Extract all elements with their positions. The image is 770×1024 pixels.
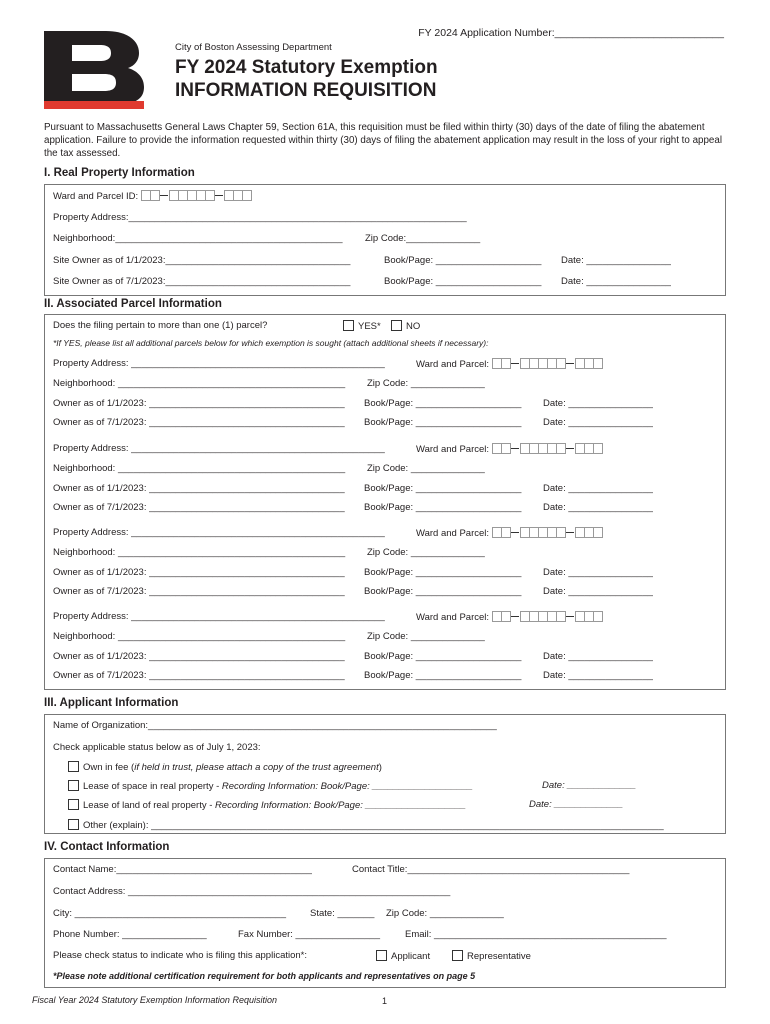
parcel-4-owner-jul-row: [53, 670, 653, 681]
boston-b-logo: [44, 31, 144, 109]
parcel-owner-jan-field[interactable]: Owner as of 1/1/2023: _____________________________________: [53, 651, 345, 662]
other-explain-field[interactable]: Other (explain): _________________________________________________________________________________________________: [83, 820, 664, 831]
lease-land-date-field[interactable]: Date: _____________: [529, 799, 624, 810]
zip-field[interactable]: Zip Code:______________: [365, 233, 481, 244]
department-name: City of Boston Assessing Department: [175, 42, 332, 53]
lease-space-checkbox[interactable]: [68, 780, 79, 791]
neighborhood-field[interactable]: Neighborhood:___________________________________________: [53, 233, 343, 244]
own-in-fee-checkbox[interactable]: [68, 761, 79, 772]
parcel-owner-jan-field[interactable]: Owner as of 1/1/2023: _____________________________________: [53, 483, 345, 494]
lease-space-option: [68, 780, 637, 792]
parcel-3-owner-jan-row: [53, 567, 653, 578]
lease-land-checkbox[interactable]: [68, 799, 79, 810]
ward-parcel-label: Ward and Parcel ID:: [53, 191, 139, 202]
ward-parcel-label: Ward and Parcel:: [416, 528, 490, 539]
parcel-address-field[interactable]: Property Address: ________________________________________________: [53, 358, 385, 369]
neighborhood-row: [53, 233, 481, 244]
date-field[interactable]: Date: ________________: [561, 276, 671, 287]
ward-parcel-label: Ward and Parcel:: [416, 612, 490, 623]
contact-name-row: [53, 864, 630, 875]
parcel-date-field[interactable]: Date: ________________: [543, 483, 653, 494]
section-3-title: III. Applicant Information: [44, 697, 179, 709]
filing-status-row: [53, 950, 531, 962]
intro-paragraph: Pursuant to Massachusetts General Laws Chapter 59, Section 61A, this requisition must be filed within thirty (30) days of the date of filing the abatement application. Failure to provide the information requested within thirty (30) days of filing the abatement application may result in the loss of your right to appeal the tax assessed.: [44, 122, 722, 159]
contact-name-field[interactable]: Contact Name:_____________________________________: [53, 864, 312, 875]
parcel-bookpage-field[interactable]: Book/Page: ____________________: [364, 586, 522, 597]
parcel-2-neighborhood-row: [53, 463, 485, 474]
parcel-1-neighborhood-row: [53, 378, 485, 389]
parcel-3-address-row: [53, 527, 490, 539]
bookpage-field[interactable]: Book/Page: ____________________: [384, 255, 542, 266]
multi-parcel-question: Does the filing pertain to more than one (1) parcel?: [53, 320, 268, 331]
own-in-fee-option: [68, 761, 382, 773]
city-field[interactable]: City: ________________________________________: [53, 908, 286, 919]
parcel-date-field[interactable]: Date: ________________: [543, 502, 653, 513]
ward-parcel-input[interactable]: [141, 190, 251, 201]
page-title: [175, 56, 438, 102]
city-row: [53, 908, 504, 919]
parcel-address-field[interactable]: Property Address: ________________________________________________: [53, 611, 385, 622]
certification-note: *Please note additional certification requirement for both applicants and representatives on page 5: [53, 971, 476, 981]
owner-jul-field[interactable]: Site Owner as of 7/1/2023:___________________________________: [53, 276, 351, 287]
parcel-date-field[interactable]: Date: ________________: [543, 567, 653, 578]
applicant-label: Applicant: [391, 951, 431, 962]
bookpage-field[interactable]: Book/Page: ____________________: [384, 276, 542, 287]
own-in-fee-note: if held in trust, please attach a copy of the trust agreement: [134, 762, 379, 773]
yes-checkbox[interactable]: [343, 320, 354, 331]
section-1-title: I. Real Property Information: [44, 167, 195, 179]
parcel-zip-field[interactable]: Zip Code: ______________: [367, 631, 485, 642]
lease-land-option: [68, 799, 624, 811]
parcel-date-field[interactable]: Date: ________________: [543, 417, 653, 428]
parcel-neighborhood-field[interactable]: Neighborhood: ___________________________________________: [53, 547, 346, 558]
organization-name-field[interactable]: Name of Organization:__________________________________________________________________: [53, 720, 497, 731]
ward-parcel-row: [53, 190, 251, 202]
phone-field[interactable]: Phone Number: ________________: [53, 929, 207, 940]
parcel-date-field[interactable]: Date: ________________: [543, 586, 653, 597]
parcel-4-neighborhood-row: [53, 631, 485, 642]
parcel-4-owner-jan-row: [53, 651, 653, 662]
contact-zip-field[interactable]: Zip Code: ______________: [386, 908, 504, 919]
parcel-owner-jan-field[interactable]: Owner as of 1/1/2023: _____________________________________: [53, 398, 345, 409]
title-line-1: FY 2024 Statutory Exemption: [175, 57, 438, 78]
parcel-3-neighborhood-row: [53, 547, 485, 558]
parcel-address-field[interactable]: Property Address: ________________________________________________: [53, 443, 385, 454]
parcel-owner-jul-field[interactable]: Owner as of 7/1/2023: _____________________________________: [53, 417, 345, 428]
section-4-title: IV. Contact Information: [44, 841, 170, 853]
email-field[interactable]: Email: ____________________________________________: [405, 929, 667, 940]
state-field[interactable]: State: _______: [310, 908, 375, 919]
filing-status-label: Please check status to indicate who is filing this application*:: [53, 950, 307, 961]
multi-parcel-note: *If YES, please list all additional parcels below for which exemption is sought (attach additional sheets if necessary):: [53, 338, 489, 348]
ward-parcel-label: Ward and Parcel:: [416, 444, 490, 455]
parcel-1-address-row: [53, 358, 490, 370]
parcel-bookpage-field[interactable]: Book/Page: ____________________: [364, 651, 522, 662]
parcel-2-owner-jan-row: [53, 483, 653, 494]
other-checkbox[interactable]: [68, 819, 79, 830]
contact-address-field[interactable]: Contact Address: _____________________________________________________________: [53, 886, 451, 897]
owner-jan-row: [53, 255, 671, 266]
parcel-4-address-row: [53, 611, 490, 623]
parcel-bookpage-field[interactable]: Book/Page: ____________________: [364, 502, 522, 513]
yes-label: YES*: [358, 321, 381, 332]
parcel-address-field[interactable]: Property Address: ________________________________________________: [53, 527, 385, 538]
owner-jan-field[interactable]: Site Owner as of 1/1/2023:___________________________________: [53, 255, 351, 266]
contact-title-field[interactable]: Contact Title:__________________________________________: [352, 864, 630, 875]
parcel-owner-jul-field[interactable]: Owner as of 7/1/2023: _____________________________________: [53, 586, 345, 597]
ward-parcel-input[interactable]: [492, 527, 602, 538]
parcel-date-field[interactable]: Date: ________________: [543, 651, 653, 662]
lease-space-recording-field[interactable]: Recording Information: Book/Page: ___________________: [221, 781, 473, 792]
page-number: 1: [382, 996, 388, 1006]
section-2-title: II. Associated Parcel Information: [44, 298, 222, 310]
parcel-zip-field[interactable]: Zip Code: ______________: [367, 463, 485, 474]
parcel-1-owner-jan-row: [53, 398, 653, 409]
lease-space-label: Lease of space in real property -: [83, 781, 222, 792]
ward-parcel-input[interactable]: [492, 358, 602, 369]
check-status-label: Check applicable status below as of July 1, 2023:: [53, 742, 261, 753]
parcel-2-owner-jul-row: [53, 502, 653, 513]
representative-label: Representative: [467, 951, 531, 962]
parcel-date-field[interactable]: Date: ________________: [543, 670, 653, 681]
parcel-owner-jul-field[interactable]: Owner as of 7/1/2023: _____________________________________: [53, 502, 345, 513]
lease-land-label: Lease of land of real property -: [83, 800, 216, 811]
lease-land-recording-field[interactable]: Recording Information: Book/Page: ___________________: [215, 800, 466, 811]
parcel-1-owner-jul-row: [53, 417, 653, 428]
parcel-3-owner-jul-row: [53, 586, 653, 597]
title-line-2: INFORMATION REQUISITION: [175, 80, 437, 101]
parcel-neighborhood-field[interactable]: Neighborhood: ___________________________________________: [53, 463, 346, 474]
parcel-bookpage-field[interactable]: Book/Page: ____________________: [364, 670, 522, 681]
section-4-box: [44, 858, 726, 988]
parcel-neighborhood-field[interactable]: Neighborhood: ___________________________________________: [53, 631, 346, 642]
own-in-fee-close: ): [378, 762, 382, 773]
parcel-bookpage-field[interactable]: Book/Page: ____________________: [364, 417, 522, 428]
parcel-owner-jul-field[interactable]: Owner as of 7/1/2023: _____________________________________: [53, 670, 345, 681]
phone-row: [53, 929, 667, 940]
ward-parcel-input[interactable]: [492, 443, 602, 454]
parcel-bookpage-field[interactable]: Book/Page: ____________________: [364, 567, 522, 578]
no-label: NO: [406, 321, 421, 332]
parcel-zip-field[interactable]: Zip Code: ______________: [367, 378, 485, 389]
parcel-bookpage-field[interactable]: Book/Page: ____________________: [364, 398, 522, 409]
fax-field[interactable]: Fax Number: ________________: [238, 929, 381, 940]
parcel-date-field[interactable]: Date: ________________: [543, 398, 653, 409]
applicant-checkbox[interactable]: [376, 950, 387, 961]
application-number[interactable]: FY 2024 Application Number:_____________________________: [418, 27, 724, 39]
footer-title: Fiscal Year 2024 Statutory Exemption Information Requisition: [32, 995, 277, 1005]
parcel-owner-jan-field[interactable]: Owner as of 1/1/2023: _____________________________________: [53, 567, 345, 578]
owner-jul-row: [53, 276, 671, 287]
representative-checkbox[interactable]: [452, 950, 463, 961]
parcel-zip-field[interactable]: Zip Code: ______________: [367, 547, 485, 558]
lease-space-date-field[interactable]: Date: _____________: [542, 780, 637, 791]
no-checkbox[interactable]: [391, 320, 402, 331]
date-field[interactable]: Date: ________________: [561, 255, 671, 266]
parcel-bookpage-field[interactable]: Book/Page: ____________________: [364, 483, 522, 494]
parcel-neighborhood-field[interactable]: Neighborhood: ___________________________________________: [53, 378, 346, 389]
parcel-2-address-row: [53, 443, 490, 455]
other-option: [68, 819, 664, 831]
ward-parcel-input[interactable]: [492, 611, 602, 622]
multi-parcel-question-row: [53, 320, 421, 332]
property-address-field[interactable]: Property Address:________________________________________________________________: [53, 212, 467, 223]
ward-parcel-label: Ward and Parcel:: [416, 359, 490, 370]
section-3-box: [44, 714, 726, 834]
own-in-fee-label: Own in fee (: [83, 762, 135, 773]
